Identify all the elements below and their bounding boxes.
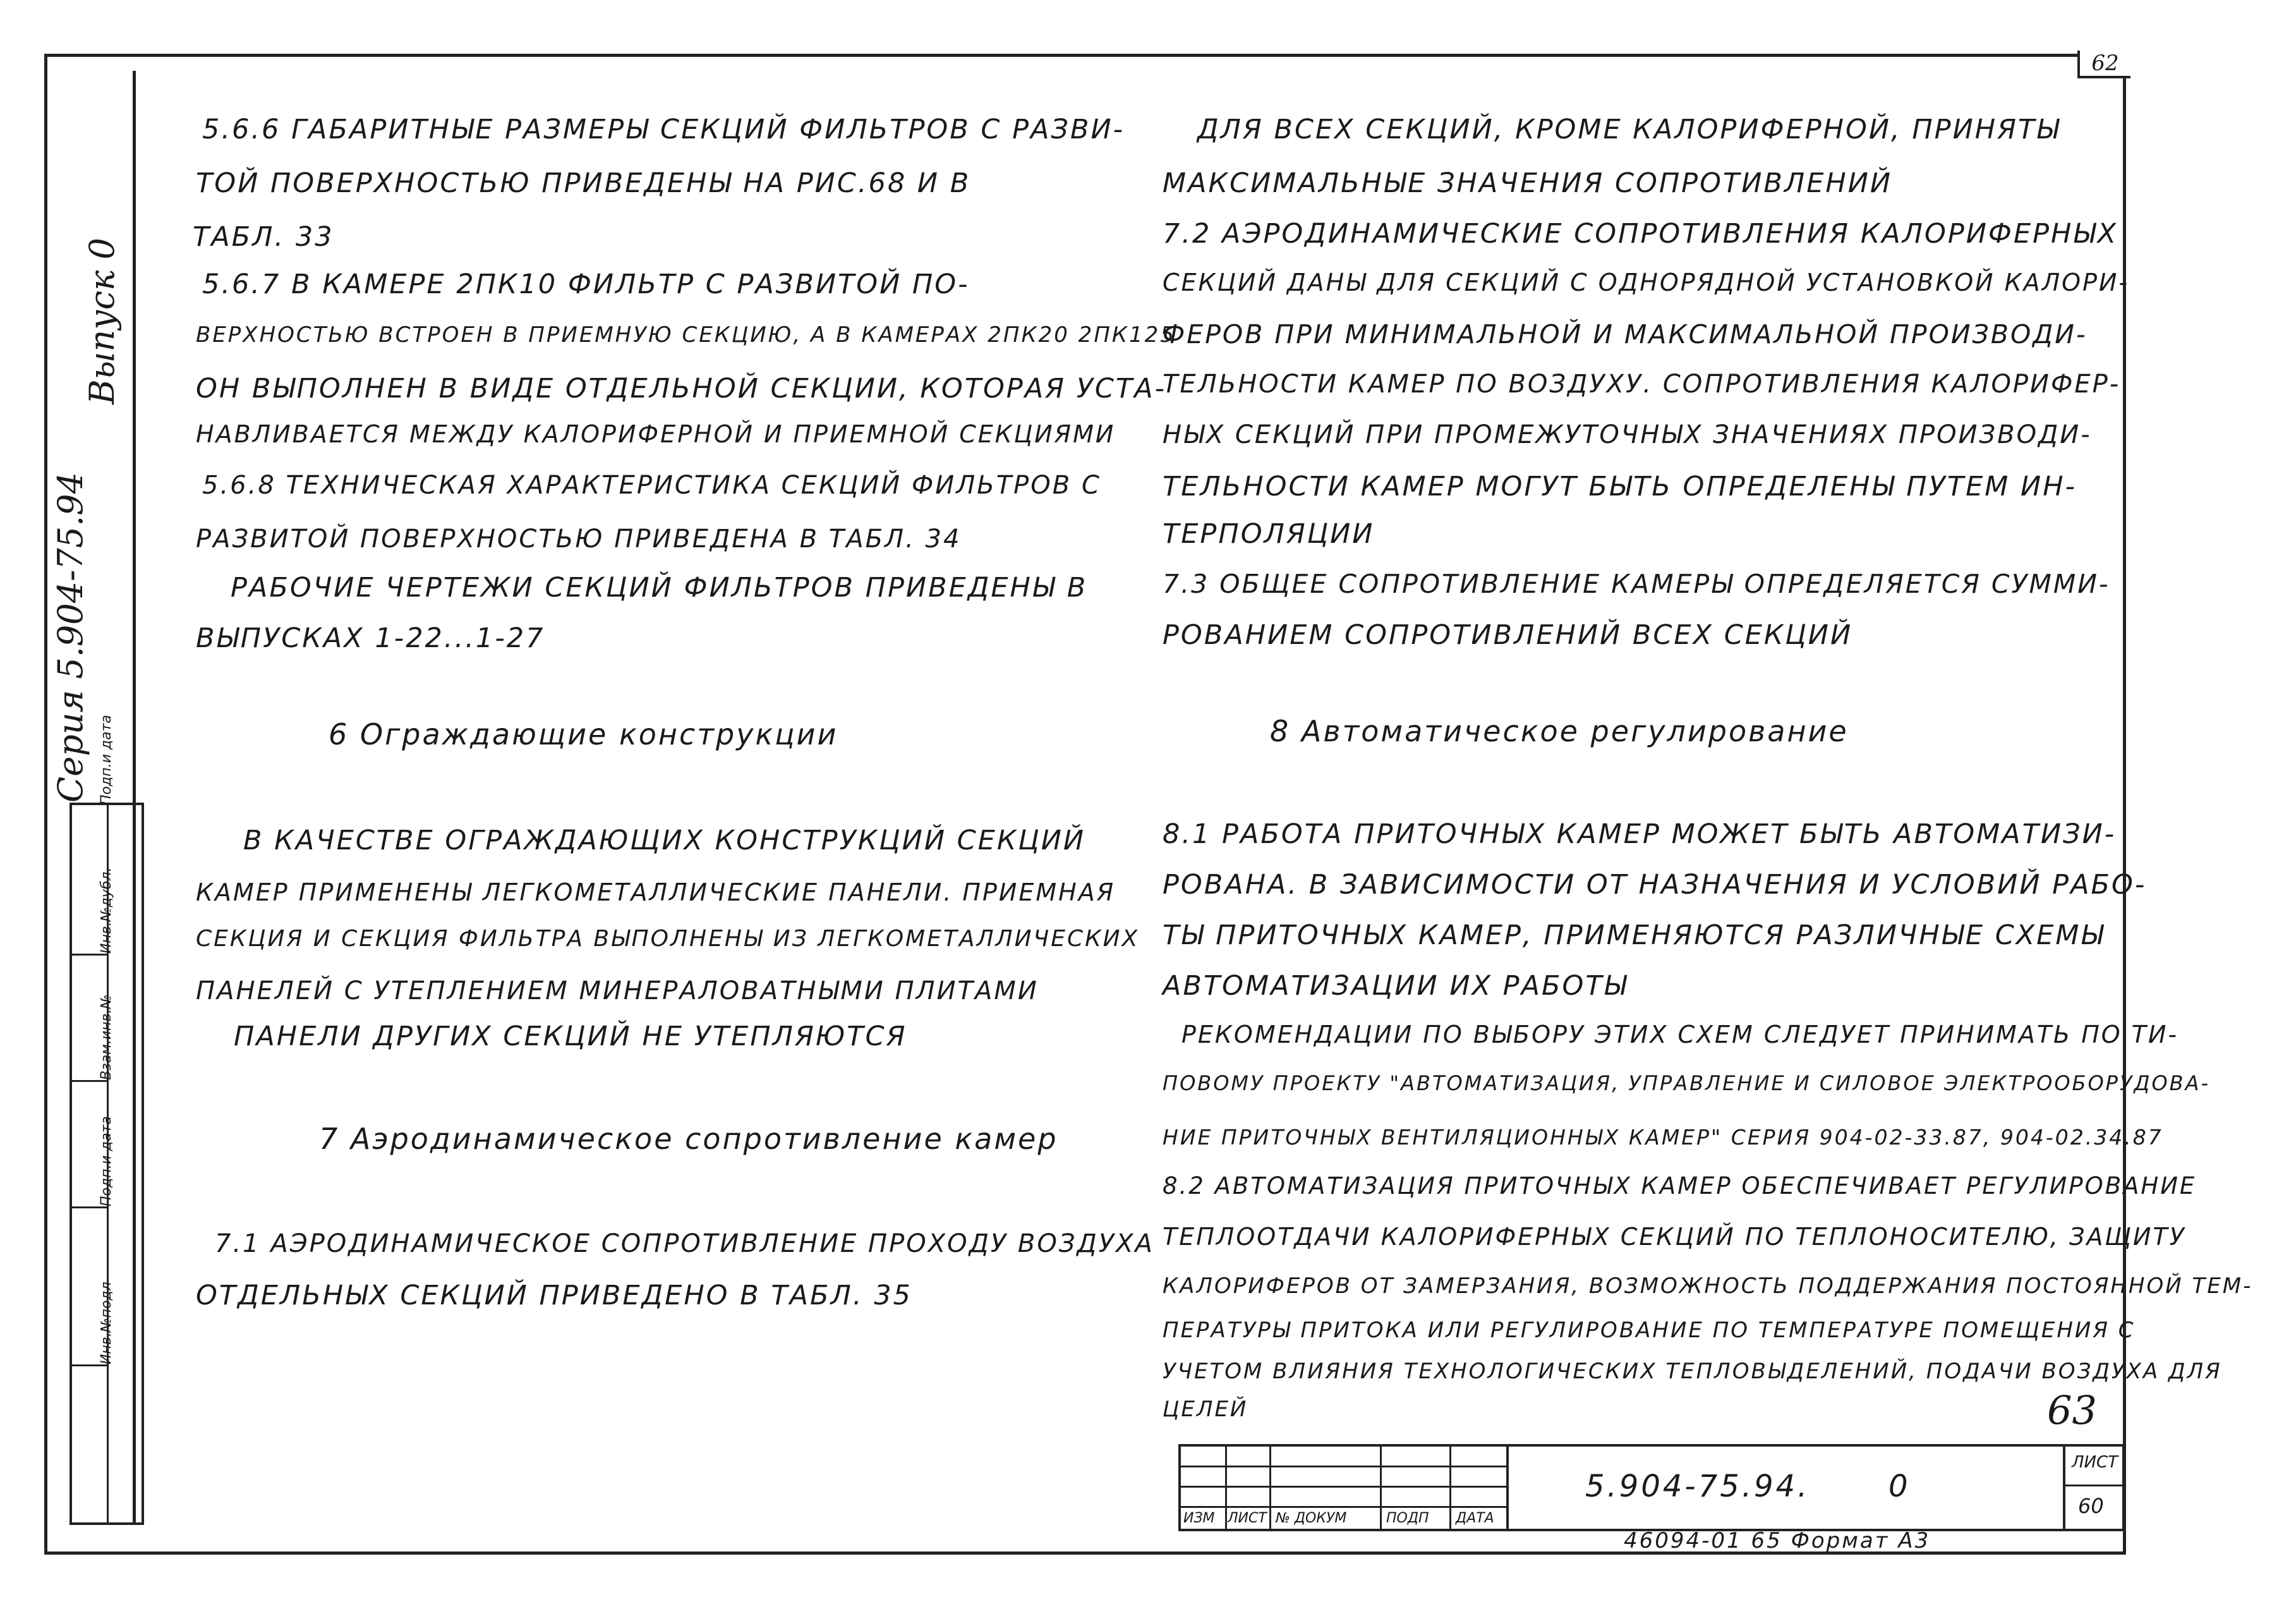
series-label: Серия 5.904-75.94 <box>51 472 90 803</box>
column-label: ИЗМ <box>1183 1510 1215 1526</box>
side-stamp-label: Подп.и дата <box>99 715 114 805</box>
text-line: ТЕПЛООТДАЧИ КАЛОРИФЕРНЫХ СЕКЦИЙ ПО ТЕПЛОНОСИТЕЛЮ, ЗАЩИТУ <box>1163 1223 2186 1251</box>
column-label: ПОДП <box>1386 1510 1429 1526</box>
text-line: ПОВОМУ ПРОЕКТУ "АВТОМАТИЗАЦИЯ, УПРАВЛЕНИЕ И СИЛОВОЕ ЭЛЕКТРООБОРУДОВА- <box>1163 1071 2211 1095</box>
text-line: 5.6.8 ТЕХНИЧЕСКАЯ ХАРАКТЕРИСТИКА СЕКЦИЙ ФИЛЬТРОВ С <box>202 471 1101 500</box>
text-line: ОН ВЫПОЛНЕН В ВИДЕ ОТДЕЛЬНОЙ СЕКЦИИ, КОТОРАЯ УСТА- <box>196 373 1167 404</box>
text-line: ОТДЕЛЬНЫХ СЕКЦИЙ ПРИВЕДЕНО В ТАБЛ. 35 <box>196 1280 912 1311</box>
text-line: РОВАНА. В ЗАВИСИМОСТИ ОТ НАЗНАЧЕНИЯ И УСЛОВИЙ РАБО- <box>1163 869 2147 901</box>
page-number: 63 <box>2047 1387 2097 1433</box>
column-label: ЛИСТ <box>1228 1510 1267 1526</box>
section-heading-8: 8 Автоматическое регулирование <box>1270 714 1849 748</box>
side-stamp-label: Инв.№подл <box>99 1282 114 1364</box>
text-line: ТЫ ПРИТОЧНЫХ КАМЕР, ПРИМЕНЯЮТСЯ РАЗЛИЧНЫЕ СХЕМЫ <box>1163 920 2105 951</box>
text-line: СЕКЦИЙ ДАНЫ ДЛЯ СЕКЦИЙ С ОДНОРЯДНОЙ УСТАНОВКОЙ КАЛОРИ- <box>1163 269 2130 296</box>
text-line: ТЕЛЬНОСТИ КАМЕР ПО ВОЗДУХУ. СОПРОТИВЛЕНИЯ КАЛОРИФЕР- <box>1163 370 2121 399</box>
text-line: ВЫПУСКАХ 1-22...1-27 <box>196 622 545 654</box>
side-stamp-label: Взам.инв.№ <box>99 994 114 1080</box>
side-stamp-label: Подп.и дата <box>99 1116 114 1206</box>
side-stamp-table <box>69 715 144 1525</box>
text-line: ТЕРПОЛЯЦИИ <box>1163 518 1375 550</box>
text-line: СЕКЦИЯ И СЕКЦИЯ ФИЛЬТРА ВЫПОЛНЕНЫ ИЗ ЛЕГКОМЕТАЛЛИЧЕСКИХ <box>196 926 1140 952</box>
text-line: ЦЕЛЕЙ <box>1163 1397 1248 1422</box>
title-block <box>1178 1444 2125 1531</box>
section-heading-6: 6 Ограждающие конструкции <box>329 717 838 751</box>
text-line: МАКСИМАЛЬНЫЕ ЗНАЧЕНИЯ СОПРОТИВЛЕНИЙ <box>1163 167 1893 199</box>
text-line: РЕКОМЕНДАЦИИ ПО ВЫБОРУ ЭТИХ СХЕМ СЛЕДУЕТ ПРИНИМАТЬ ПО ТИ- <box>1181 1021 2179 1048</box>
text-line: 8.2 АВТОМАТИЗАЦИЯ ПРИТОЧНЫХ КАМЕР ОБЕСПЕЧИВАЕТ РЕГУЛИРОВАНИЕ <box>1163 1172 2197 1199</box>
text-line: РОВАНИЕМ СОПРОТИВЛЕНИЙ ВСЕХ СЕКЦИЙ <box>1163 619 1853 651</box>
text-line: КАМЕР ПРИМЕНЕНЫ ЛЕГКОМЕТАЛЛИЧЕСКИЕ ПАНЕЛИ. ПРИЕМНАЯ <box>196 878 1116 906</box>
text-line: НАВЛИВАЕТСЯ МЕЖДУ КАЛОРИФЕРНОЙ И ПРИЕМНОЙ СЕКЦИЯМИ <box>196 420 1116 448</box>
text-line: НЫХ СЕКЦИЙ ПРИ ПРОМЕЖУТОЧНЫХ ЗНАЧЕНИЯХ ПРОИЗВОДИ- <box>1163 420 2092 449</box>
side-stamp-label: Инв.№дубл. <box>99 867 114 954</box>
text-line: В КАЧЕСТВЕ ОГРАЖДАЮЩИХ КОНСТРУКЦИЙ СЕКЦИЙ <box>243 825 1086 856</box>
document-issue: 0 <box>1888 1469 1908 1504</box>
text-line: ТАБЛ. 33 <box>193 221 334 253</box>
sheet-label: ЛИСТ <box>2072 1453 2118 1472</box>
document-code: 5.904-75.94. <box>1585 1469 1810 1504</box>
column-label: ДАТА <box>1456 1510 1494 1526</box>
footer-format-note: 46094-01 65 Формат А3 <box>1624 1528 1931 1553</box>
text-line: 8.1 РАБОТА ПРИТОЧНЫХ КАМЕР МОЖЕТ БЫТЬ АВТОМАТИЗИ- <box>1163 818 2117 850</box>
corner-sheet-number: 62 <box>2077 51 2130 78</box>
text-line: РАЗВИТОЙ ПОВЕРХНОСТЬЮ ПРИВЕДЕНА В ТАБЛ. 34 <box>196 525 962 554</box>
sheet-box <box>2063 1447 2122 1529</box>
text-line: 5.6.6 ГАБАРИТНЫЕ РАЗМЕРЫ СЕКЦИЙ ФИЛЬТРОВ С РАЗВИ- <box>202 114 1125 145</box>
section-heading-7: 7 Аэродинамическое сопротивление камер <box>319 1122 1058 1156</box>
text-line: ВЕРХНОСТЬЮ ВСТРОЕН В ПРИЕМНУЮ СЕКЦИЮ, А В КАМЕРАХ 2ПК20 2ПК125 <box>196 322 1176 348</box>
text-line: 7.2 АЭРОДИНАМИЧЕСКИЕ СОПРОТИВЛЕНИЯ КАЛОРИФЕРНЫХ <box>1163 218 2118 250</box>
text-line: 7.1 АЭРОДИНАМИЧЕСКОЕ СОПРОТИВЛЕНИЕ ПРОХОДУ ВОЗДУХА <box>215 1229 1154 1258</box>
revision-table <box>1181 1447 1509 1529</box>
issue-label: Выпуск 0 <box>82 238 122 404</box>
text-line: ПАНЕЛЕЙ С УТЕПЛЕНИЕМ МИНЕРАЛОВАТНЫМИ ПЛИТАМИ <box>196 976 1039 1005</box>
sheet-divider <box>2065 1485 2122 1486</box>
text-line: ДЛЯ ВСЕХ СЕКЦИЙ, КРОМЕ КАЛОРИФЕРНОЙ, ПРИНЯТЫ <box>1197 114 2061 145</box>
text-line: ПАНЕЛИ ДРУГИХ СЕКЦИЙ НЕ УТЕПЛЯЮТСЯ <box>234 1021 907 1052</box>
side-stamp-cell <box>72 1282 114 1519</box>
text-line: ПЕРАТУРЫ ПРИТОКА ИЛИ РЕГУЛИРОВАНИЕ ПО ТЕМПЕРАТУРЕ ПОМЕЩЕНИЯ С <box>1163 1318 2136 1343</box>
text-line: 5.6.7 В КАМЕРЕ 2ПК10 ФИЛЬТР С РАЗВИТОЙ ПО- <box>202 269 970 300</box>
text-line: ФЕРОВ ПРИ МИНИМАЛЬНОЙ И МАКСИМАЛЬНОЙ ПРОИЗВОДИ- <box>1163 319 2088 349</box>
sheet-number: 60 <box>2078 1494 2104 1518</box>
text-line: ТЕЛЬНОСТИ КАМЕР МОГУТ БЫТЬ ОПРЕДЕЛЕНЫ ПУТЕМ ИН- <box>1163 471 2077 502</box>
text-line: ТОЙ ПОВЕРХНОСТЬЮ ПРИВЕДЕНЫ НА РИС.68 И В <box>196 167 971 199</box>
text-line: КАЛОРИФЕРОВ ОТ ЗАМЕРЗАНИЯ, ВОЗМОЖНОСТЬ ПОДДЕРЖАНИЯ ПОСТОЯННОЙ ТЕМ- <box>1163 1273 2253 1299</box>
text-line: 7.3 ОБЩЕЕ СОПРОТИВЛЕНИЕ КАМЕРЫ ОПРЕДЕЛЯЕТСЯ СУММИ- <box>1163 569 2110 599</box>
text-line: АВТОМАТИЗАЦИИ ИХ РАБОТЫ <box>1163 970 1628 1002</box>
text-line: РАБОЧИЕ ЧЕРТЕЖИ СЕКЦИЙ ФИЛЬТРОВ ПРИВЕДЕНЫ В <box>231 572 1088 604</box>
text-line: УЧЕТОМ ВЛИЯНИЯ ТЕХНОЛОГИЧЕСКИХ ТЕПЛОВЫДЕЛЕНИЙ, ПОДАЧИ ВОЗДУХА ДЛЯ <box>1163 1359 2222 1384</box>
text-line: НИЕ ПРИТОЧНЫХ ВЕНТИЛЯЦИОННЫХ КАМЕР" СЕРИЯ 904-02-33.87, 904-02.34.87 <box>1163 1125 2163 1150</box>
column-label: № ДОКУМ <box>1276 1510 1347 1526</box>
